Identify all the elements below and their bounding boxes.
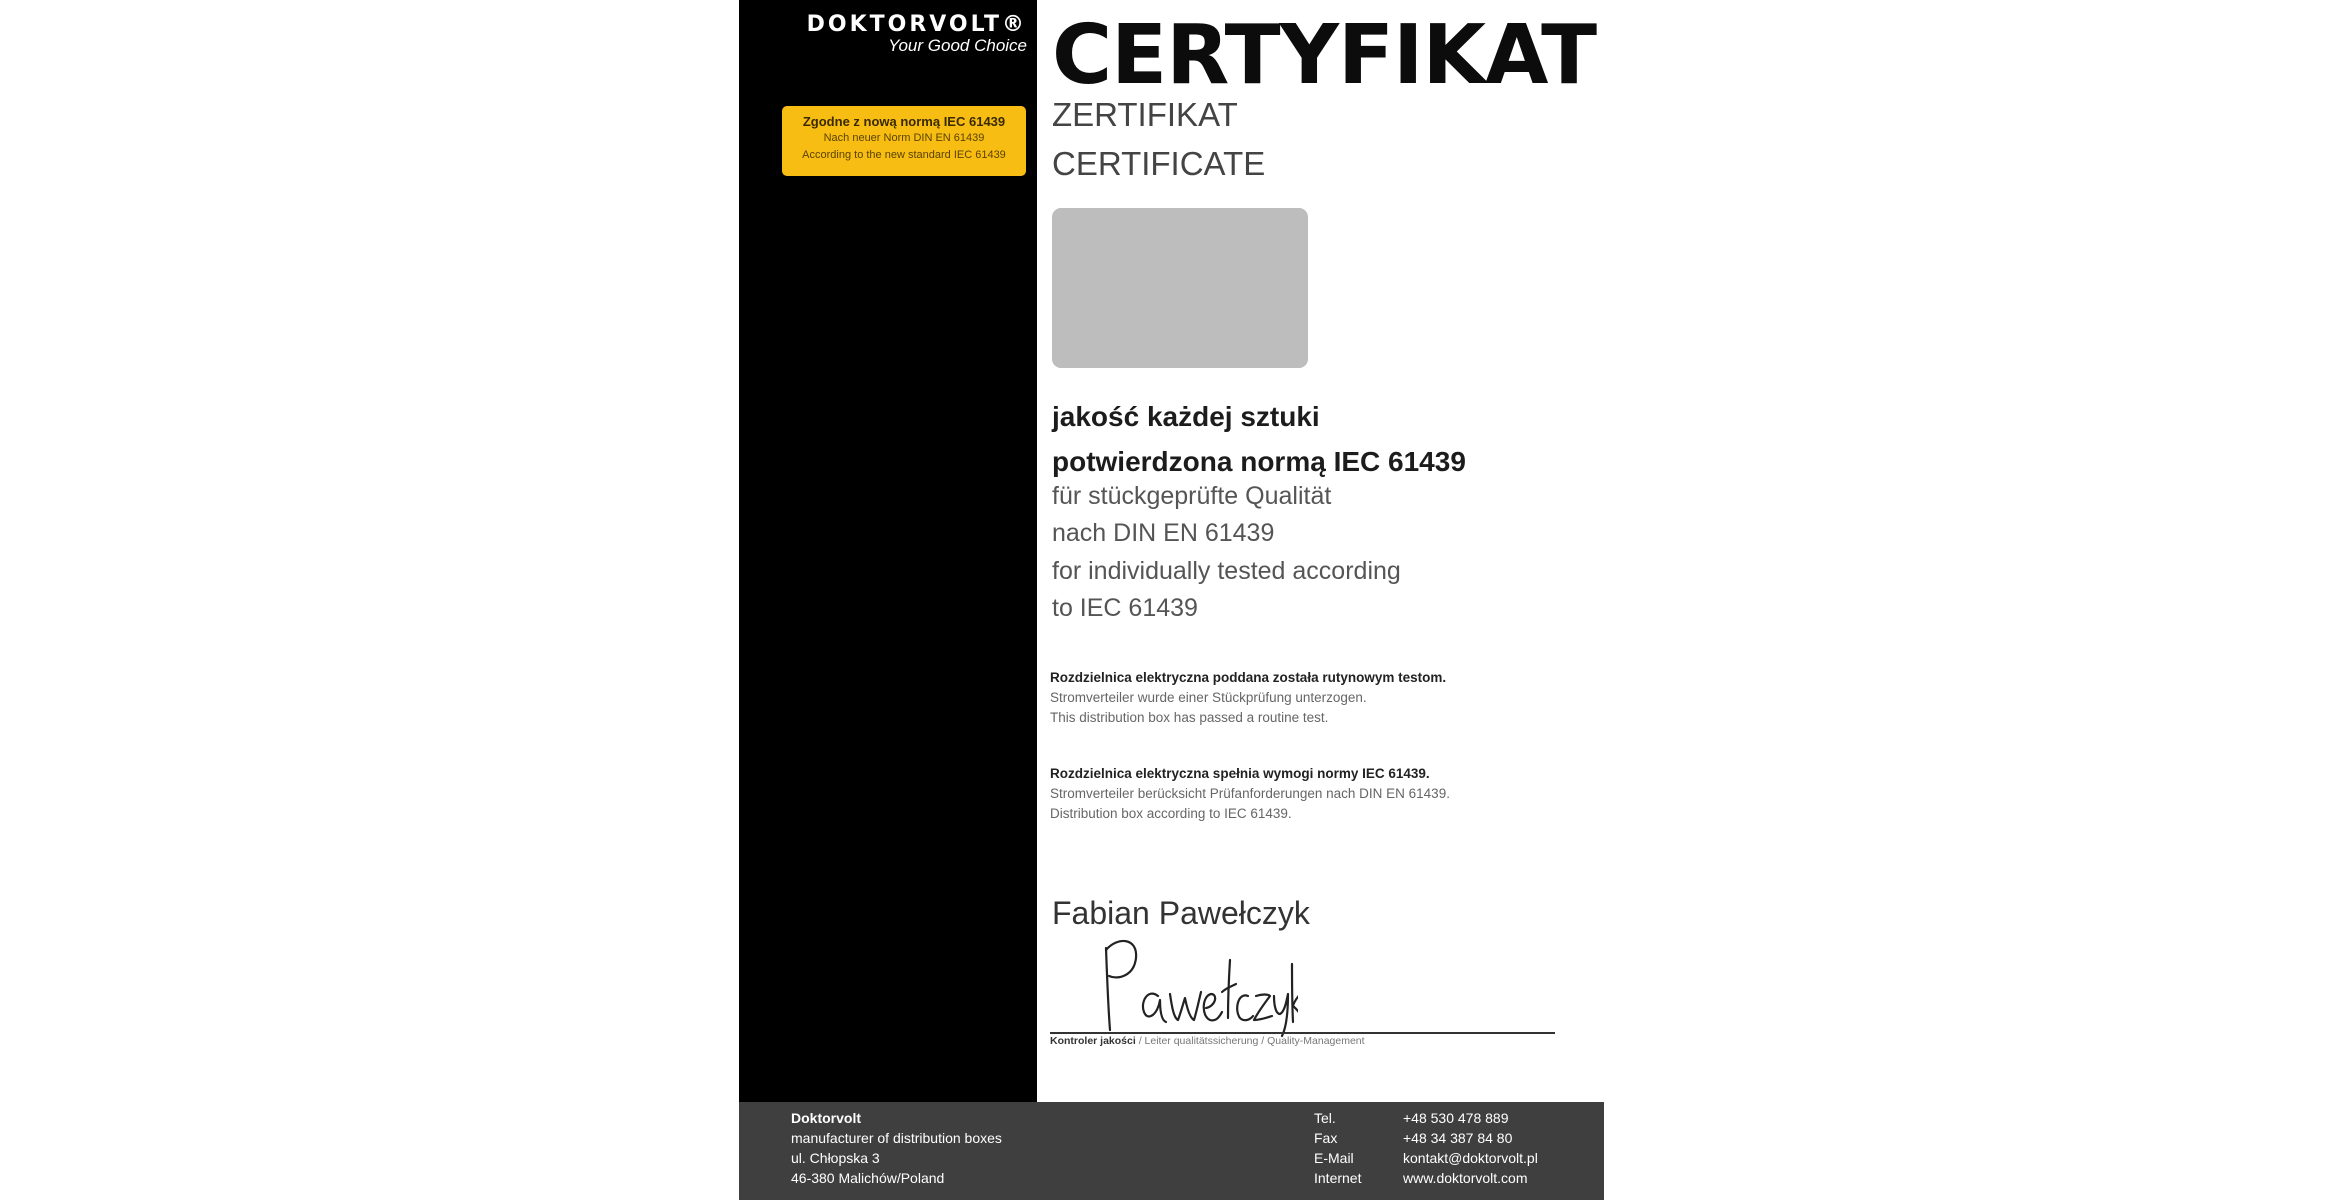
title-english: CERTIFICATE [1052, 145, 1266, 182]
quality-statement-polish [1052, 394, 1466, 484]
routine-test-statement [1050, 668, 1446, 728]
fax-value: +48 34 387 84 80 [1403, 1130, 1513, 1146]
routine-test-de: Stromverteiler wurde einer Stückprüfung unterzogen. [1050, 690, 1367, 705]
signer-name: Fabian Pawełczyk [1052, 895, 1310, 931]
quality-en-line1: for individually tested according [1052, 557, 1401, 585]
brand-tagline: Your Good Choice [888, 36, 1027, 55]
company-name: Doktorvolt [791, 1110, 861, 1126]
compliance-en: Distribution box according to IEC 61439. [1050, 806, 1292, 821]
tel-value: +48 530 478 889 [1403, 1110, 1509, 1126]
company-contacts [1314, 1108, 1538, 1188]
signer-role-pl: Kontroler jakości [1050, 1035, 1136, 1047]
product-photo-placeholder [1052, 208, 1308, 368]
company-street: ul. Chłopska 3 [791, 1150, 880, 1166]
company-description: manufacturer of distribution boxes [791, 1130, 1002, 1146]
company-city: 46-380 Malichów/Poland [791, 1170, 945, 1186]
certificate-page [739, 0, 1604, 1200]
quality-en-line2: to IEC 61439 [1052, 594, 1198, 622]
quality-statement-german [1052, 478, 1331, 552]
contact-fax [1314, 1128, 1538, 1148]
quality-de-line2: nach DIN EN 61439 [1052, 519, 1275, 547]
compliance-de: Stromverteiler berücksicht Prüfanforderungen nach DIN EN 61439. [1050, 786, 1450, 801]
routine-test-pl: Rozdzielnica elektryczna poddana została rutynowym testom. [1050, 670, 1447, 685]
routine-test-en: This distribution box has passed a routine test. [1050, 710, 1329, 725]
quality-pl-line1: jakość każdej sztuki [1052, 401, 1320, 432]
web-value: www.doktorvolt.com [1403, 1170, 1528, 1186]
company-address [791, 1108, 1002, 1188]
norm-compliance-statement [1050, 764, 1450, 824]
brand-logo [807, 14, 1027, 56]
quality-de-line1: für stückgeprüfte Qualität [1052, 482, 1332, 510]
email-value: kontakt@doktorvolt.pl [1403, 1150, 1538, 1166]
norm-badge-pl: Zgodne z nową normą IEC 61439 [802, 114, 1006, 129]
signature-line [1050, 1032, 1555, 1034]
brand-name: DOKTORVOLT® [806, 12, 1027, 37]
title-german: ZERTIFIKAT [1052, 96, 1238, 133]
quality-pl-line2: potwierdzona normą IEC 61439 [1052, 446, 1466, 477]
web-label: Internet [1314, 1170, 1362, 1186]
contact-email [1314, 1148, 1538, 1168]
signer-role-translations: / Leiter qualitätssicherung / Quality-Management [1135, 1035, 1365, 1047]
email-label: E-Mail [1314, 1150, 1354, 1166]
left-sidebar [739, 0, 1037, 1102]
norm-badge-en: According to the new standard IEC 61439 [802, 149, 1006, 161]
norm-badge-de: Nach neuer Norm DIN EN 61439 [823, 132, 985, 144]
signer-role [1050, 1035, 1365, 1047]
contact-web [1314, 1168, 1538, 1188]
tel-label: Tel. [1314, 1110, 1336, 1126]
compliance-pl: Rozdzielnica elektryczna spełnia wymogi normy IEC 61439. [1050, 766, 1430, 781]
handwritten-signature [1098, 930, 1298, 1040]
footer [739, 1102, 1604, 1200]
quality-statement-english [1052, 553, 1401, 627]
norm-badge [782, 106, 1026, 176]
contact-tel [1314, 1108, 1538, 1128]
fax-label: Fax [1314, 1130, 1338, 1146]
title-polish: CERTYFIKAT [1052, 8, 1597, 103]
